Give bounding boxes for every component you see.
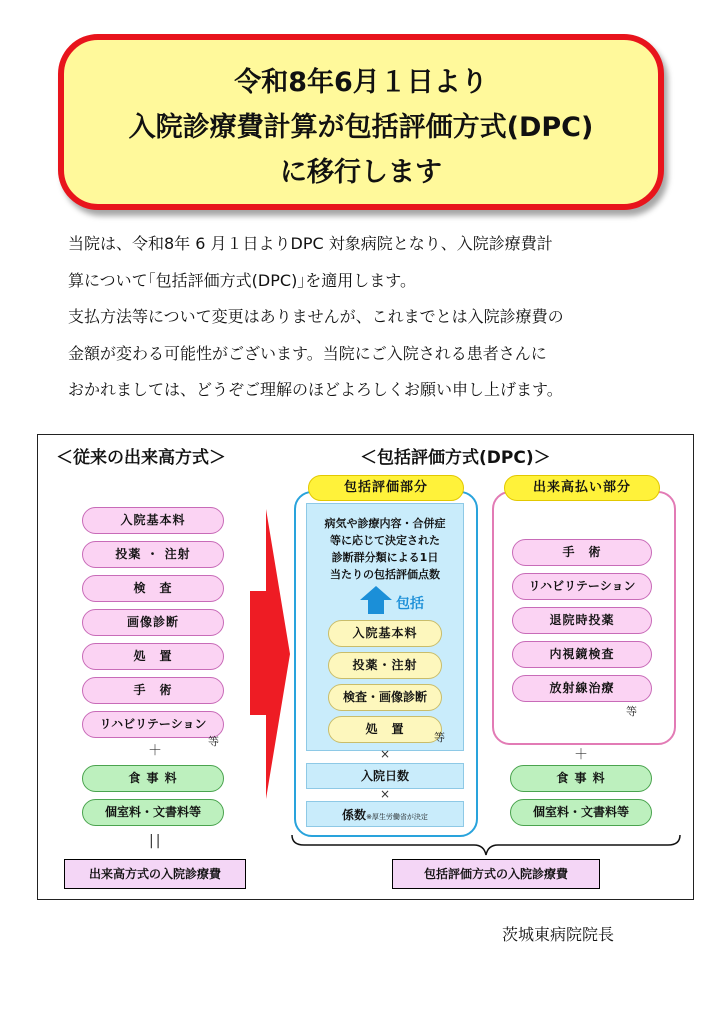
- coefficient-box: [306, 801, 464, 827]
- equals-sign: ||: [149, 833, 163, 849]
- banner-line-3: に移行します: [280, 157, 442, 188]
- hospital-days-box: 入院日数: [306, 763, 464, 789]
- left-item: 入院基本料: [82, 507, 224, 534]
- inclusive-label: 包括: [396, 596, 424, 612]
- left-heading: ＜従来の出来高方式＞: [56, 448, 226, 468]
- left-etc: 等: [208, 735, 219, 748]
- comp-item: 処 置: [328, 716, 442, 743]
- up-arrow-icon: [360, 586, 392, 614]
- comp-etc: 等: [434, 731, 445, 744]
- intro-line: おかれましては、どうぞご理解のほどよろしくお願い申し上げます。: [68, 380, 563, 399]
- left-item: 投薬 ・ 注射: [82, 541, 224, 568]
- desc-line: 診断群分類による1日: [331, 551, 439, 564]
- plus-sign: ＋: [574, 747, 588, 763]
- left-item: 手 術: [82, 677, 224, 704]
- fee-for-service-label: 出来高払い部分: [504, 475, 660, 501]
- plus-sign: ＋: [148, 743, 162, 759]
- coefficient-label: 係数: [342, 808, 367, 822]
- comp-item: 入院基本料: [328, 620, 442, 647]
- desc-line: 等に応じて決定された: [330, 534, 440, 547]
- right-heading: ＜包括評価方式(DPC)＞: [360, 448, 551, 468]
- comp-item: 検査・画像診断: [328, 684, 442, 711]
- comprehensive-label: 包括評価部分: [308, 475, 464, 501]
- ff-item: 内視鏡検査: [512, 641, 652, 668]
- ff-item: リハビリテーション: [512, 573, 652, 600]
- intro-line: 金額が変わる可能性がございます。当院にご入院される患者さんに: [68, 343, 547, 363]
- comprehensive-description: [306, 515, 464, 583]
- left-extra: 個室料・文書料等: [82, 799, 224, 826]
- comp-item: 投薬・注射: [328, 652, 442, 679]
- left-item: 処 置: [82, 643, 224, 670]
- coefficient-note: ※厚生労働省が決定: [366, 813, 428, 821]
- left-item: 画像診断: [82, 609, 224, 636]
- right-extra: 個室料・文書料等: [510, 799, 652, 826]
- ff-etc: 等: [626, 705, 637, 718]
- banner-line-1: 令和8年6月１日より: [234, 67, 488, 98]
- ff-item: 退院時投薬: [512, 607, 652, 634]
- brace-icon: [288, 833, 684, 859]
- left-item: リハビリテーション: [82, 711, 224, 738]
- intro-paragraph: [68, 226, 668, 409]
- desc-line: 病気や診療内容・合併症: [324, 517, 446, 530]
- times-sign: ×: [380, 787, 391, 801]
- banner-line-2: 入院診療費計算が包括評価方式(DPC): [128, 112, 594, 143]
- red-arrow-icon: [250, 509, 290, 799]
- intro-line: 当院は、令和8年 6 月１日よりDPC 対象病院となり、入院診療費計: [68, 234, 553, 253]
- comparison-diagram: [37, 434, 694, 900]
- times-sign: ×: [380, 747, 391, 761]
- ff-item: 手 術: [512, 539, 652, 566]
- intro-line: 算について｢包括評価方式(DPC)｣を適用します。: [68, 270, 417, 290]
- right-extra: 食 事 料: [510, 765, 652, 792]
- left-result: 出来高方式の入院診療費: [64, 859, 246, 889]
- signature: 茨城東病院院長: [502, 925, 615, 944]
- right-result: 包括評価方式の入院診療費: [392, 859, 600, 889]
- left-item: 検 査: [82, 575, 224, 602]
- title-banner: [58, 34, 664, 210]
- intro-line: 支払方法等について変更はありませんが、これまでとは入院診療費の: [68, 307, 564, 326]
- left-extra: 食 事 料: [82, 765, 224, 792]
- desc-line: 当たりの包括評価点数: [330, 568, 440, 581]
- ff-item: 放射線治療: [512, 675, 652, 702]
